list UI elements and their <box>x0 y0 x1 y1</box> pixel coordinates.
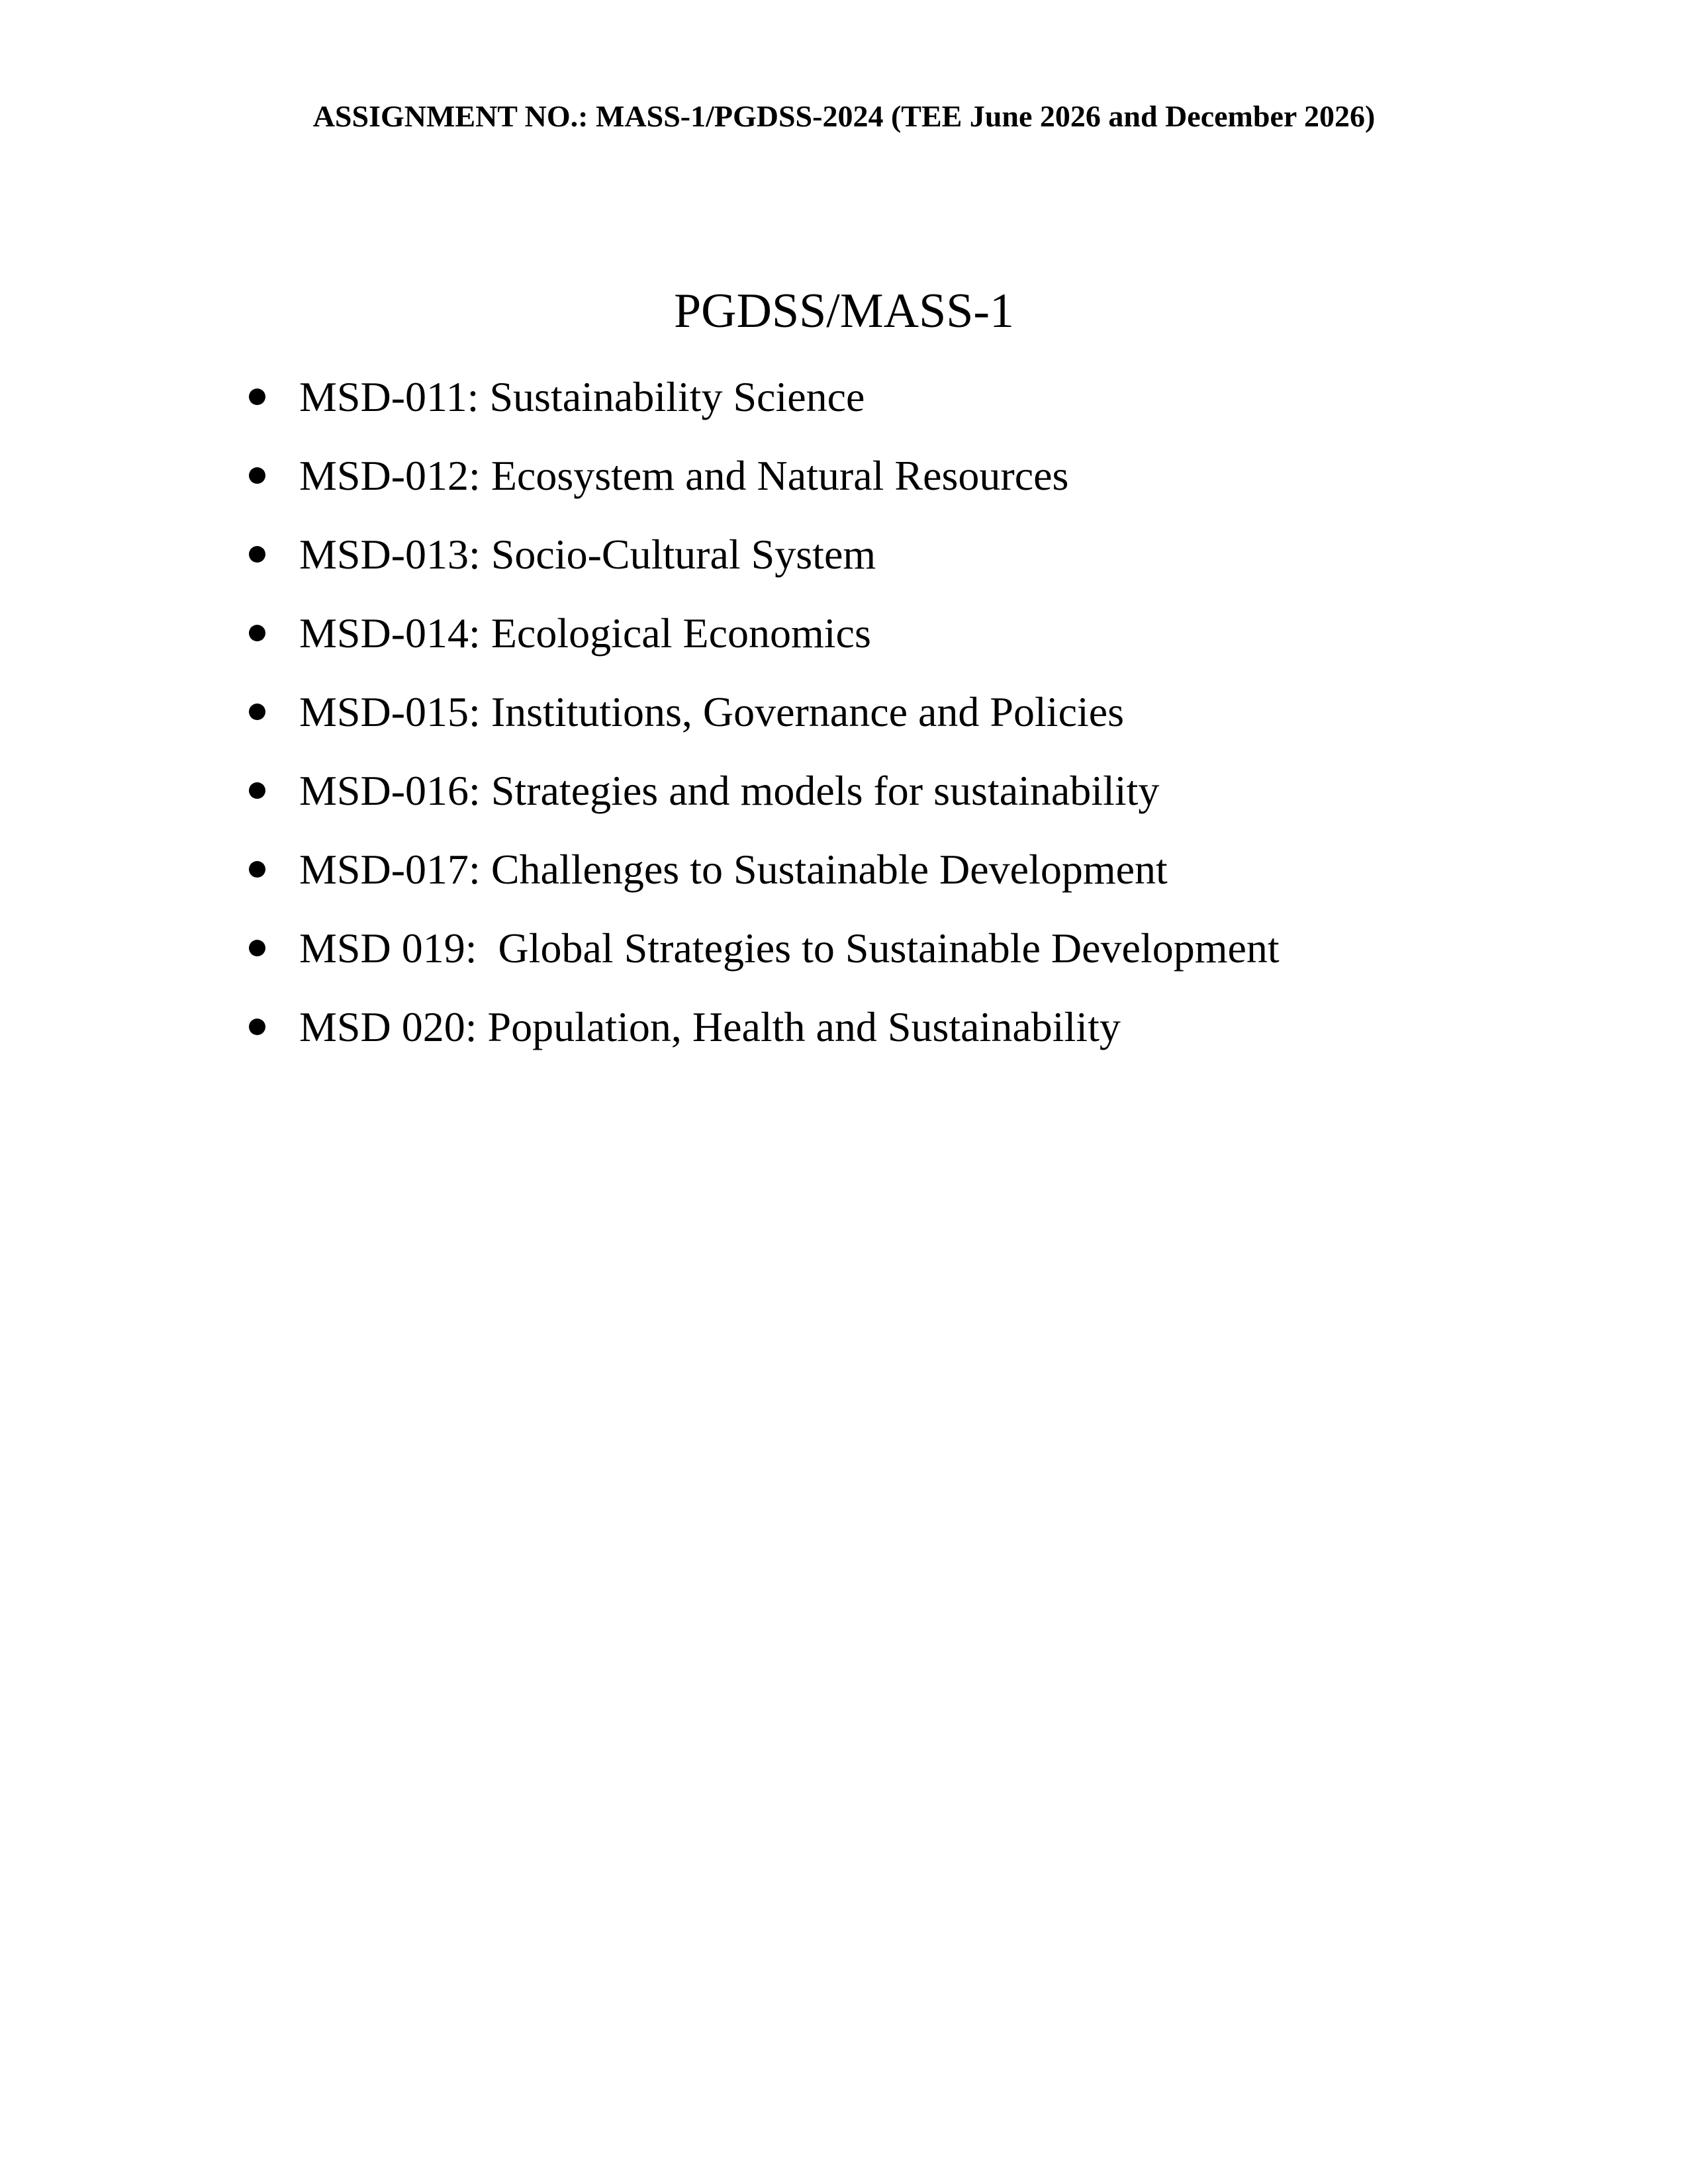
course-label: MSD-013: Socio-Cultural System <box>299 531 876 578</box>
course-list-item <box>249 452 1280 499</box>
course-list-item <box>249 533 1280 576</box>
bullet-icon <box>249 861 265 878</box>
page-title: PGDSS/MASS-1 <box>673 284 1015 338</box>
course-label: MSD-017: Challenges to Sustainable Development <box>299 846 1168 893</box>
course-list-item <box>249 373 1280 420</box>
course-list-item <box>249 848 1280 891</box>
course-list-item <box>249 927 1280 970</box>
course-list-item <box>249 688 1280 735</box>
bullet-icon <box>249 467 265 484</box>
bullet-icon <box>249 1019 265 1035</box>
course-label: MSD 019: Global Strategies to Sustainable Development <box>299 925 1280 972</box>
bullet-icon <box>249 546 265 563</box>
bullet-icon <box>249 388 265 405</box>
bullet-icon <box>249 625 265 641</box>
course-list-item <box>249 767 1280 814</box>
course-label: MSD-016: Strategies and models for sustainability <box>299 767 1160 814</box>
course-label: MSD-015: Institutions, Governance and Policies <box>299 688 1125 735</box>
bullet-icon <box>249 782 265 799</box>
assignment-header: ASSIGNMENT NO.: MASS-1/PGDSS-2024 (TEE June 2026 and December 2026) <box>312 99 1376 133</box>
course-list <box>249 373 1280 1085</box>
bullet-icon <box>249 940 265 956</box>
course-label: MSD-014: Ecological Economics <box>299 610 871 657</box>
course-label: MSD-012: Ecosystem and Natural Resources <box>299 452 1069 499</box>
bullet-icon <box>249 704 265 720</box>
course-list-item <box>249 1003 1280 1050</box>
course-label: MSD 020: Population, Health and Sustainability <box>299 1003 1121 1050</box>
course-list-item <box>249 612 1280 655</box>
course-label: MSD-011: Sustainability Science <box>299 373 865 420</box>
